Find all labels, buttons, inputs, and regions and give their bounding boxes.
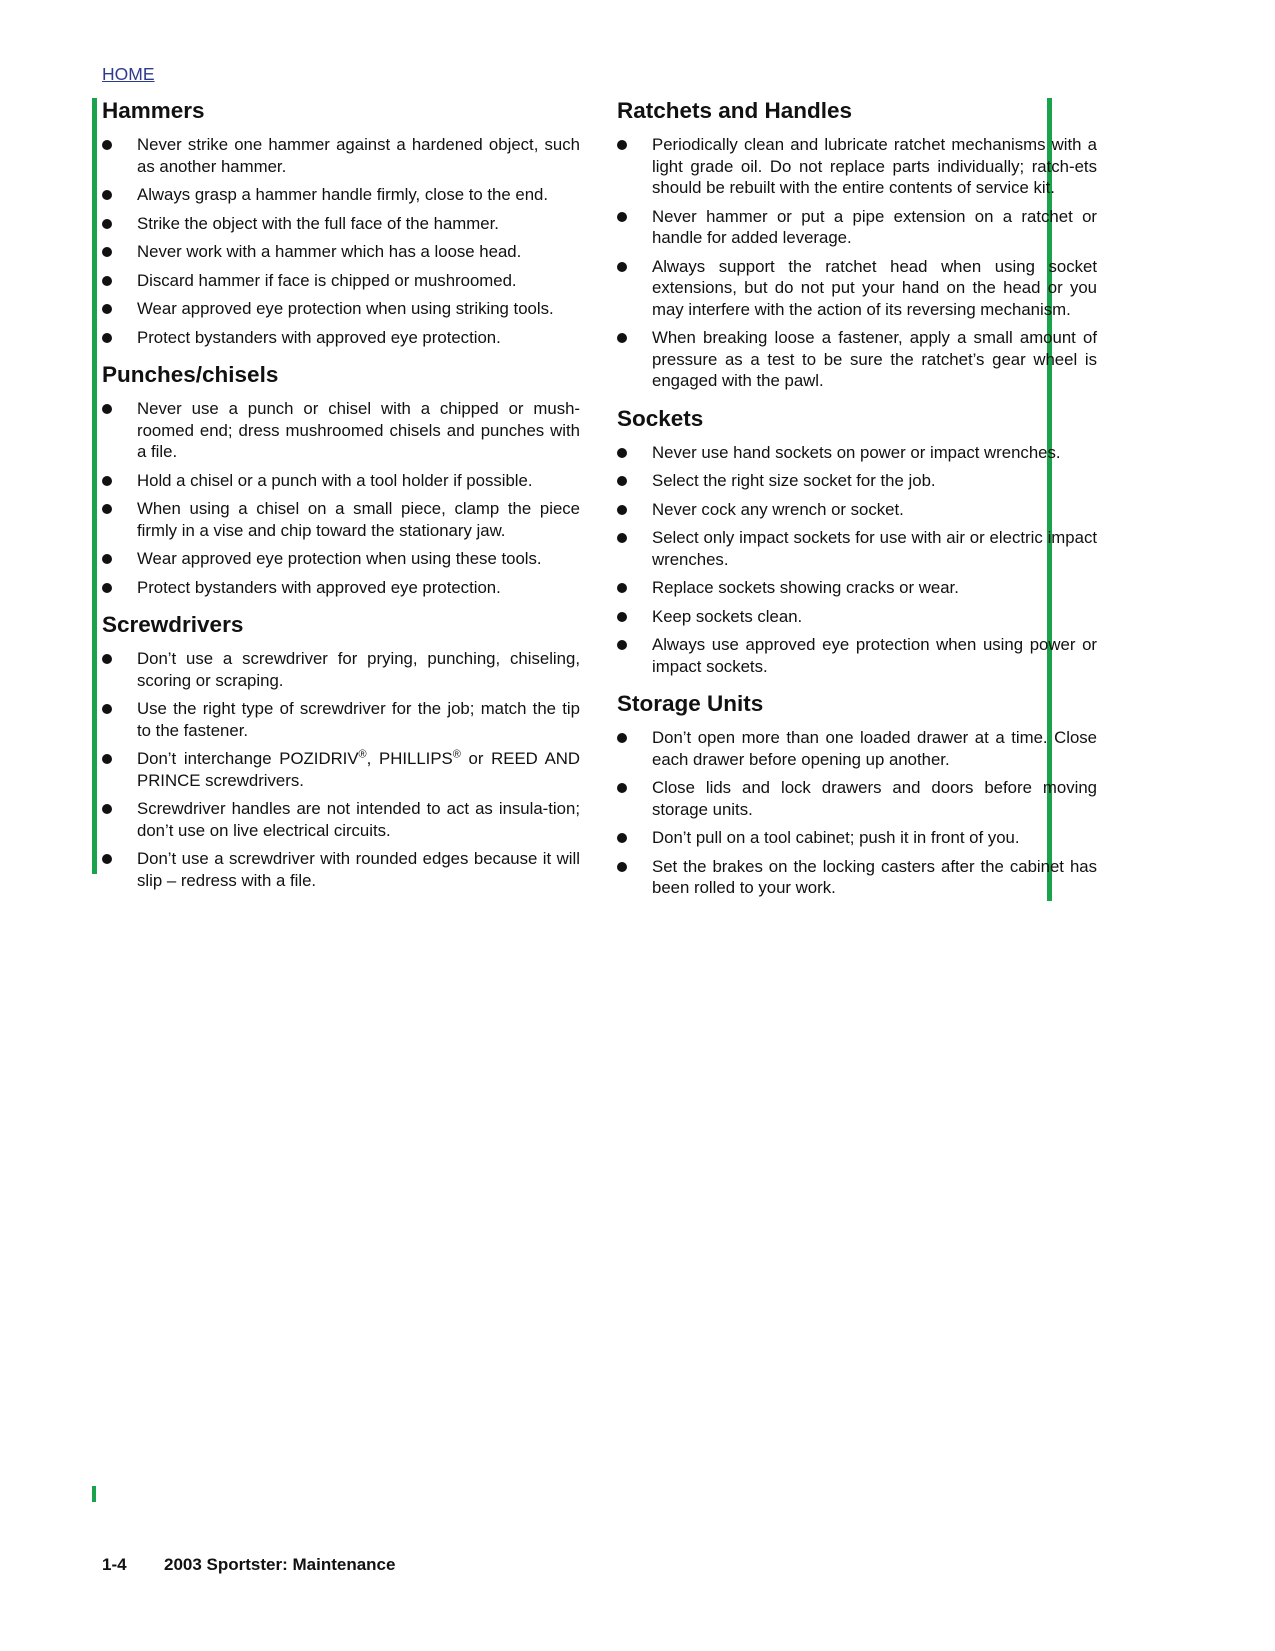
list-item-text: Never hammer or put a pipe extension on a ratchet or handle for added leverage. xyxy=(652,206,1097,247)
list-item-text: Select the right size socket for the job. xyxy=(652,471,936,490)
change-bar-left xyxy=(92,98,97,874)
list-item-text: Periodically clean and lubricate ratchet mechanisms with a light grade oil. Do not replace parts individually; ratch-ets should be rebuilt with the entire contents of service kit. xyxy=(652,135,1097,197)
list-item-text: Select only impact sockets for use with air or electric impact wrenches. xyxy=(652,528,1097,569)
list-item-text: Always grasp a hammer handle firmly, close to the end. xyxy=(137,185,549,204)
bullet-icon xyxy=(617,140,627,150)
list-item-text: Don’t pull on a tool cabinet; push it in front of you. xyxy=(652,828,1020,847)
bullet-icon xyxy=(102,704,112,714)
list-item-text: Never work with a hammer which has a loose head. xyxy=(137,242,522,261)
page-footer xyxy=(102,1555,395,1575)
section-heading: Screwdrivers xyxy=(102,612,244,637)
list-item-text: When using a chisel on a small piece, clamp the piece firmly in a vise and chip toward the stationary jaw. xyxy=(137,499,580,540)
section-ratchets-and-handles xyxy=(617,96,1097,392)
bullet-icon xyxy=(102,247,112,257)
list-item xyxy=(102,241,580,263)
list-item xyxy=(617,856,1097,899)
list-item xyxy=(102,548,580,570)
section-hammers xyxy=(102,96,580,348)
list-item-text: Screwdriver handles are not intended to act as insula-tion; don’t use on live electrical circuits. xyxy=(137,799,580,840)
list-item-text: or REED AND PRINCE screwdrivers. xyxy=(137,749,580,790)
list-item-text: Replace sockets showing cracks or wear. xyxy=(652,578,959,597)
bullet-icon xyxy=(102,476,112,486)
section-heading: Ratchets and Handles xyxy=(617,98,853,123)
list-item xyxy=(617,256,1097,321)
bullet-list xyxy=(102,134,580,348)
list-item xyxy=(617,727,1097,770)
list-item xyxy=(102,798,580,841)
list-item-text: Hold a chisel or a punch with a tool holder if possible. xyxy=(137,470,533,490)
list-item-text: , PHILLIPS xyxy=(366,749,453,768)
list-item-text: When breaking loose a fastener, apply a small amount of pressure as a test to be sure the ratchet’s gear wheel is engaged with the pawl. xyxy=(652,328,1097,390)
list-item xyxy=(102,398,580,463)
list-item xyxy=(617,827,1097,849)
list-item-text: Set the brakes on the locking casters after the cabinet has been rolled to your work. xyxy=(652,856,1097,897)
bullet-icon xyxy=(102,140,112,150)
bullet-icon xyxy=(617,640,627,650)
bullet-icon xyxy=(617,533,627,543)
list-item xyxy=(617,134,1097,199)
bullet-icon xyxy=(102,504,112,514)
bullet-icon xyxy=(617,505,627,515)
list-item-text: Don’t interchange POZIDRIV xyxy=(137,749,359,768)
list-item xyxy=(102,498,580,541)
list-item xyxy=(617,606,1097,628)
list-item-text: Protect bystanders with approved eye protection. xyxy=(137,577,501,597)
list-item xyxy=(617,327,1097,392)
page-number: 1-4 xyxy=(102,1555,127,1574)
bullet-icon xyxy=(617,862,627,872)
bullet-icon xyxy=(617,448,627,458)
bullet-icon xyxy=(102,754,112,764)
bullet-icon xyxy=(617,583,627,593)
bullet-icon xyxy=(617,783,627,793)
section-screwdrivers xyxy=(102,610,580,891)
section-punches-chisels xyxy=(102,360,580,598)
section-heading: Punches/chisels xyxy=(102,362,279,387)
list-item-text: Never cock any wrench or socket. xyxy=(652,499,904,519)
left-column xyxy=(102,96,580,903)
list-item-text: Never use hand sockets on power or impact wrenches. xyxy=(652,442,1061,462)
list-item xyxy=(102,848,580,891)
bullet-icon xyxy=(617,476,627,486)
list-item xyxy=(102,270,580,292)
home-link[interactable]: HOME xyxy=(102,64,155,84)
list-item-text: Always use approved eye protection when using power or impact sockets. xyxy=(652,635,1097,676)
footer-title: 2003 Sportster: Maintenance xyxy=(164,1555,396,1574)
bullet-list xyxy=(102,648,580,891)
bullet-icon xyxy=(617,612,627,622)
list-item xyxy=(617,442,1097,464)
list-item-text: Never strike one hammer against a hardened object, such as another hammer. xyxy=(137,135,580,176)
bullet-icon xyxy=(102,804,112,814)
list-item xyxy=(102,648,580,691)
bullet-icon xyxy=(102,404,112,414)
bullet-list xyxy=(617,134,1097,392)
list-item-text: Protect bystanders with approved eye protection. xyxy=(137,327,501,347)
section-heading: Sockets xyxy=(617,405,704,431)
list-item-text: Wear approved eye protection when using these tools. xyxy=(137,549,542,568)
list-item-text: Keep sockets clean. xyxy=(652,606,803,626)
registered-mark: ® xyxy=(358,748,367,761)
list-item-text: Discard hammer if face is chipped or mushroomed. xyxy=(137,270,517,290)
list-item xyxy=(617,527,1097,570)
list-item-text: Strike the object with the full face of the hammer. xyxy=(137,213,499,233)
bullet-icon xyxy=(102,219,112,229)
list-item-text: Never use a punch or chisel with a chipped or mush-roomed end; dress mushroomed chisels and punches with a file. xyxy=(137,399,580,461)
list-item xyxy=(617,470,1097,492)
list-item xyxy=(102,298,580,320)
bullet-icon xyxy=(102,304,112,314)
list-item xyxy=(617,634,1097,677)
list-item-text: Don’t use a screwdriver with rounded edges because it will slip – redress with a file. xyxy=(137,849,580,890)
bullet-icon xyxy=(102,276,112,286)
section-heading: Hammers xyxy=(102,98,205,123)
bullet-icon xyxy=(102,333,112,343)
list-item-text: Don’t use a screwdriver for prying, punching, chiseling, scoring or scraping. xyxy=(137,649,580,690)
bullet-list xyxy=(102,398,580,598)
list-item xyxy=(617,577,1097,599)
list-item xyxy=(617,777,1097,820)
list-item xyxy=(617,206,1097,249)
bullet-icon xyxy=(617,833,627,843)
list-item xyxy=(102,327,580,349)
section-storage-units xyxy=(617,689,1097,899)
section-heading: Storage Units xyxy=(617,691,764,716)
list-item-text: Wear approved eye protection when using striking tools. xyxy=(137,299,554,318)
section-sockets xyxy=(617,404,1097,678)
list-item xyxy=(102,577,580,599)
list-item-text: Always support the ratchet head when using socket extensions, but do not put your hand on the head or you may interfere with the action of its reversing mechanism. xyxy=(652,256,1097,319)
list-item xyxy=(102,698,580,741)
list-item xyxy=(102,470,580,492)
list-item-text: Don’t open more than one loaded drawer at a time. Close each drawer before opening up another. xyxy=(652,728,1097,769)
list-item-text: Use the right type of screwdriver for the job; match the tip to the fastener. xyxy=(137,699,580,740)
bullet-icon xyxy=(102,190,112,200)
bullet-icon xyxy=(102,554,112,564)
change-bar-footer xyxy=(92,1486,96,1502)
list-item xyxy=(102,748,580,791)
bullet-icon xyxy=(617,212,627,222)
bullet-list xyxy=(617,727,1097,899)
bullet-icon xyxy=(617,333,627,343)
bullet-icon xyxy=(102,583,112,593)
right-column xyxy=(617,96,1097,911)
registered-mark: ® xyxy=(452,748,461,761)
bullet-icon xyxy=(617,733,627,743)
list-item xyxy=(102,213,580,235)
bullet-icon xyxy=(102,854,112,864)
bullet-icon xyxy=(617,262,627,272)
bullet-icon xyxy=(102,654,112,664)
list-item xyxy=(102,134,580,177)
bullet-list xyxy=(617,442,1097,678)
list-item xyxy=(102,184,580,206)
list-item-text: Close lids and lock drawers and doors before moving storage units. xyxy=(652,778,1097,819)
list-item xyxy=(617,499,1097,521)
